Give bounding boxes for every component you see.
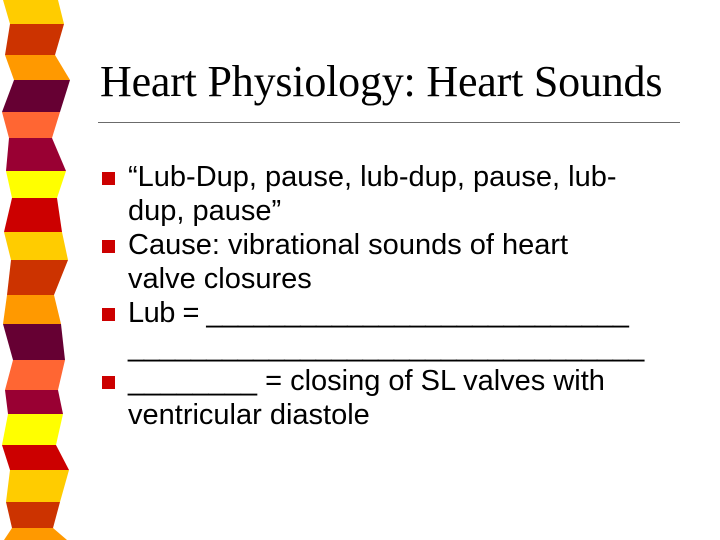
bullet-line: “Lub-Dup, pause, lub-dup, pause, lub-: [128, 161, 617, 193]
stripe-segment: [7, 260, 68, 295]
bullet-line: valve closures: [128, 263, 312, 295]
bullet-line: Lub = ___________________________: [128, 297, 629, 329]
title-underline: [98, 122, 680, 123]
stripe-segment: [5, 24, 64, 55]
bullet-line: Cause: vibrational sounds of heart: [128, 229, 569, 261]
stripe-segment: [5, 390, 63, 414]
bullet-line: dup, pause”: [128, 195, 282, 227]
stripe-segment: [6, 171, 66, 198]
slide-title: Heart Physiology: Heart Sounds: [100, 57, 663, 106]
decorative-color-stripe: [0, 0, 80, 540]
bullet-line: ________ = closing of SL valves with: [128, 365, 605, 397]
stripe-segment: [4, 198, 62, 232]
bullet-item-lub-dup: [102, 160, 702, 228]
bullet-line: ventricular diastole: [128, 399, 370, 431]
square-bullet-icon: [102, 172, 115, 185]
bullet-line: _________________________________: [128, 331, 644, 363]
stripe-segment: [3, 295, 61, 324]
stripe-segment: [6, 470, 69, 502]
stripe-segment: [2, 414, 63, 445]
stripe-segment: [2, 80, 70, 112]
stripe-segment: [3, 324, 65, 360]
square-bullet-icon: [102, 240, 115, 253]
stripe-segment: [6, 502, 60, 528]
stripe-segment: [4, 528, 67, 540]
bullet-list: [102, 160, 702, 432]
stripe-segment: [5, 55, 70, 80]
stripe-segment: [3, 0, 64, 24]
bullet-item-lub: [102, 296, 702, 364]
stripe-segment: [6, 138, 66, 171]
stripe-segment: [2, 445, 69, 470]
stripe-segment: [4, 232, 68, 260]
square-bullet-icon: [102, 308, 115, 321]
stripe-segment: [5, 360, 65, 390]
bullet-item-cause: [102, 228, 702, 296]
square-bullet-icon: [102, 376, 115, 389]
bullet-item-dup: [102, 364, 702, 432]
stripe-segment: [2, 112, 60, 138]
